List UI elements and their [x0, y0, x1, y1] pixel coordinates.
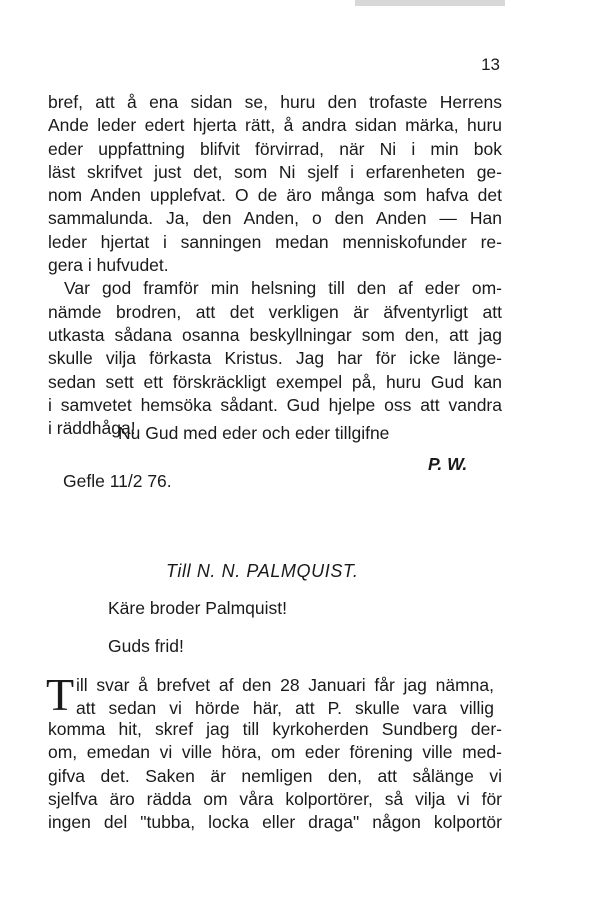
text-line: om, emedan vi ville höra, om eder förening ville med- — [48, 742, 502, 763]
letter2-body — [48, 718, 502, 834]
signature: P. W. — [428, 454, 468, 474]
text-line: bref, att å ena sidan se, huru den trofaste Herrens — [48, 92, 502, 112]
text-line: i samvetet hemsöka sådant. Gud hjelpe oss att vandra — [48, 394, 502, 415]
salutation: Käre broder Palmquist! — [108, 598, 287, 618]
text-line: nom Anden upplefvat. O de äro många som hafva det — [48, 185, 502, 206]
letter-heading: Till N. N. PALMQUIST. — [166, 561, 359, 581]
text-line: Ande leder edert hjerta rätt, å andra sidan märka, huru — [48, 115, 502, 136]
letter1-body — [48, 91, 502, 440]
text-line: gera i hufvudet. — [48, 255, 169, 276]
closing-line: Nu Gud med eder och eder tillgifne — [118, 423, 390, 443]
text-line: ingen del "tubba, locka eller draga" någon kolportör — [48, 812, 502, 833]
text-line: utkasta sådana osanna beskyllningar som den, att jag — [48, 324, 502, 345]
text-line: i räddhåga! — [48, 418, 136, 439]
text-line: Var god framför min helsning till den af eder om- — [64, 278, 502, 299]
text-line: nämde brodren, att det verkligen är äfventyrligt att — [48, 301, 502, 322]
text-line: eder uppfattning blifvit förvirrad, när Ni i min bok — [48, 138, 502, 159]
text-line: sjelfva äro rädda om våra kolportörer, så vilja vi för — [48, 788, 502, 809]
text-line: ill svar å brefvet af den 28 Januari får jag nämna, — [76, 675, 494, 695]
drop-cap: T — [46, 669, 75, 720]
greeting: Guds frid! — [108, 636, 184, 656]
text-line: leder hjertat i sanningen medan menniskofunder re- — [48, 231, 502, 252]
text-line: sedan sett ett förskräckligt exempel på, huru Gud kan — [48, 371, 502, 392]
page-number: 13 — [481, 55, 500, 74]
text-line: läst skrifvet just det, som Ni sjelf i erfarenheten ge- — [48, 161, 502, 182]
text-line: komma hit, skref jag till kyrkoherden Sundberg der- — [48, 719, 502, 739]
scan-artifact — [355, 0, 505, 6]
drop-cap-lines — [76, 674, 494, 721]
text-line: att sedan vi hörde här, att P. skulle vara villig — [76, 698, 494, 719]
text-line: sammalunda. Ja, den Anden, o den Anden — Han — [48, 208, 502, 229]
text-line: gifva det. Saken är nemligen den, att sålänge vi — [48, 765, 502, 786]
place-date: Gefle 11/2 76. — [63, 471, 172, 491]
text-line: skulle vilja förkasta Kristus. Jag har för icke länge- — [48, 348, 502, 369]
